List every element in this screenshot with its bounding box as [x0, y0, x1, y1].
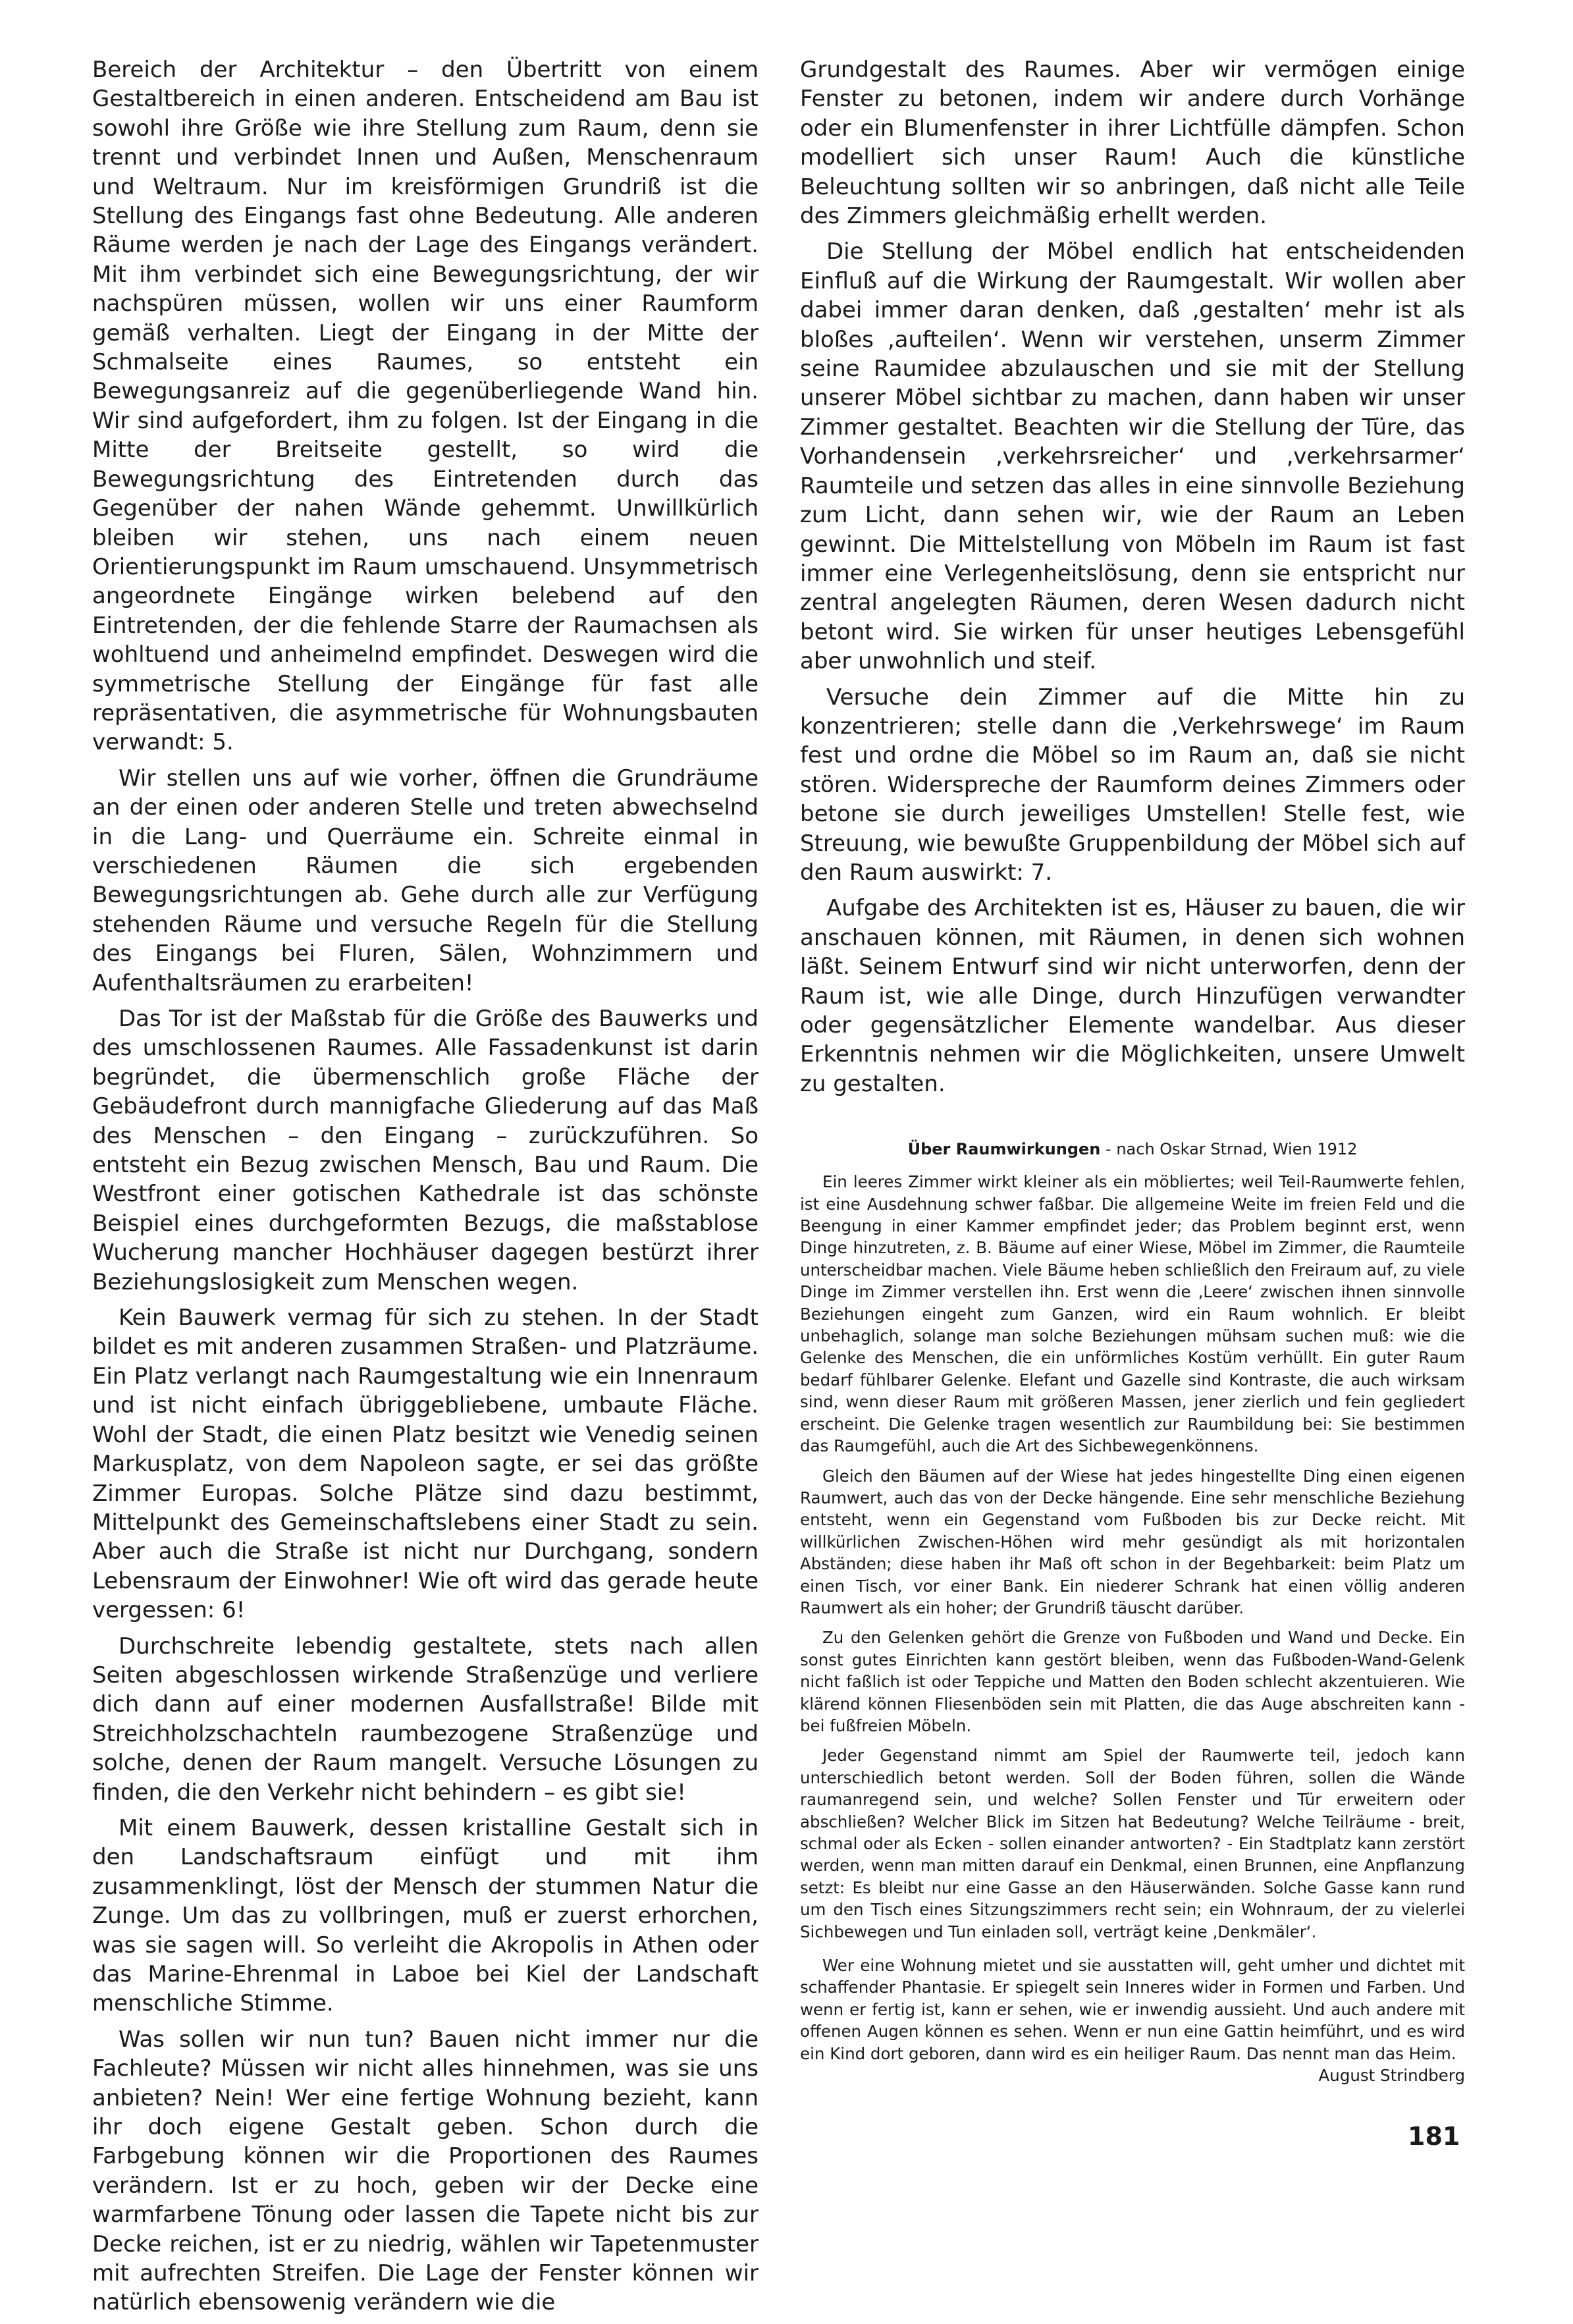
- quote-author: August Strindberg: [1318, 2066, 1465, 2086]
- paragraph: Die Stellung der Möbel endlich hat entscheidenden Einfluß auf die Wirkung der Raumgestalt. Wir wollen aber dabei immer daran denken, daß ‚gestalten‘ mehr ist als bloßes ‚aufteilen‘. Wenn wir verstehen, unserm Zimmer seine Raumidee abzulauschen und sie mit der Stellung unserer Möbel sichtbar zu machen, dann haben wir unser Zimmer gestaltet. Beachten wir die Stellung der Türe, das Vorhandensein ‚verkehrsreicher‘ und ‚verkehrsarmer‘ Raumteile und setzen das alles in eine sinnvolle Beziehung zum Licht, dann sehen wir, wie der Raum an Leben gewinnt. Die Mittelstellung von Möbeln im Raum ist fast immer eine Verlegenheitslösung, denn sie entspricht nur zentral angelegten Räumen, deren Wesen dadurch nicht betont wird. Sie wirken für unser heutiges Lebensgefühl aber unwohnlich und steif.: [800, 238, 1465, 675]
- sidebar-note-heading: [800, 1138, 1465, 1160]
- left-text-column: [92, 55, 759, 2324]
- quote-text: Wer eine Wohnung mietet und sie ausstatten will, geht umher und dichtet mit schaffender Phantasie. Er spiegelt sein Inneres wider in Formen und Farben. Und wenn er fertig ist, kann er sehen, wie er inwendig aussieht. Und auch andere mit offenen Augen können es sehen. Wenn er nun eine Gattin heimführt, und es wird ein Kind dort geboren, dann wird es ein heiliger Raum. Das nennt man das Heim.: [800, 1956, 1465, 2063]
- paragraph: Mit einem Bauwerk, dessen kristalline Gestalt sich in den Landschaftsraum einfügt und mit ihm zusammenklingt, löst der Mensch der stummen Natur die Zunge. Um das zu vollbringen, muß er zuerst erhorchen, was sie sagen will. So verleiht die Akropolis in Athen oder das Marine-Ehrenmal in Laboe bei Kiel der Landschaft menschliche Stimme.: [92, 1814, 759, 2017]
- note-paragraph: Gleich den Bäumen auf der Wiese hat jedes hingestellte Ding einen eigenen Raumwert, auch das von der Decke hängende. Eine sehr menschliche Beziehung entsteht, wenn ein Gegenstand vom Fußboden bis zur Decke reicht. Mit willkürlichen Zwischen-Höhen wird mehr gesündigt als mit horizontalen Abständen; diese haben ihr Maß oft schon in der Begehbarkeit: beim Platz um einen Tisch, vor einer Bank. Ein niederer Schrank hat einen völlig anderen Raumwert als ein hoher; der Grundriß täuscht darüber.: [800, 1466, 1465, 1617]
- paragraph: Durchschreite lebendig gestaltete, stets nach allen Seiten abgeschlossen wirkende Straßenzüge und verliere dich dann auf einer modernen Ausfallstraße! Bilde mit Streichholzschachteln raumbezogene Straßenzüge und solche, denen der Raum mangelt. Versuche Lösungen zu finden, die den Verkehr nicht behindern – es gibt sie!: [92, 1633, 759, 1806]
- paragraph: Das Tor ist der Maßstab für die Größe des Bauwerks und des umschlossenen Raumes. Alle Fassadenkunst ist darin begründet, die übermenschlich große Fläche der Gebäudefront durch mannigfache Gliederung auf das Maß des Menschen – den Eingang – zurückzuführen. So entsteht ein Bezug zwischen Mensch, Bau und Raum. Die Westfront einer gotischen Kathedrale ist das schönste Beispiel eines durchgeformten Bezugs, die maßstablose Wucherung mancher Hochhäuser dagegen bestürzt ihrer Beziehungslosigkeit zum Menschen wegen.: [92, 1006, 759, 1295]
- right-text-column: [800, 55, 1465, 2086]
- sidebar-notes: [800, 1171, 1465, 2086]
- paragraph: Was sollen wir nun tun? Bauen nicht immer nur die Fachleute? Müssen wir nicht alles hinnehmen, was sie uns anbieten? Nein! Wer eine fertige Wohnung bezieht, kann ihr doch eigene Gestalt geben. Schon durch die Farbgebung können wir die Proportionen des Raumes verändern. Ist er zu hoch, geben wir der Decke eine warmfarbene Tönung oder lassen die Tapete nicht bis zur Decke reichen, ist er zu niedrig, wählen wir Tapetenmuster mit aufrechten Streifen. Die Lage der Fenster können wir natürlich ebensowenig verändern wie die: [92, 2026, 759, 2316]
- note-paragraph: Ein leeres Zimmer wirkt kleiner als ein möbliertes; weil Teil-Raumwerte fehlen, ist eine Ausdehnung schwer faßbar. Die allgemeine Weite im freien Feld und die Beengung in einer Kammer empfindet jeder; das Problem beginnt erst, wenn Dinge hinzutreten, z. B. Bäume auf einer Wiese, Möbel im Zimmer, die Raumteile unterscheidbar machen. Viele Bäume heben schließlich den Freiraum auf, zu viele Dinge im Zimmer verstellen ihn. Erst wenn die ‚Leere‘ zwischen ihnen sinnvolle Beziehungen eingeht zum Ganzen, wird ein Raum wohnlich. Er bleibt unbehaglich, solange man solche Beziehungen mühsam suchen muß: wie die Gelenke des Menschen, die ein unförmliches Kostüm verhüllt. Ein guter Raum bedarf fühlbarer Gelenke. Elefant und Gazelle sind Kontraste, die auch wirksam sind, wenn dieser Raum mit größeren Massen, jener zierlich und fein gegliedert erscheint. Die Gelenke tragen wesentlich zur Raumbildung bei: Sie bestimmen das Raumgefühl, auch die Art des Sichbewegenkönnens.: [800, 1172, 1465, 1456]
- quote-paragraph: [800, 1955, 1465, 2086]
- paragraph: Grundgestalt des Raumes. Aber wir vermögen einige Fenster zu betonen, indem wir andere durch Vorhänge oder ein Blumenfenster in ihrer Lichtfülle dämpfen. Schon modelliert sich unser Raum! Auch die künstliche Beleuchtung sollten wir so anbringen, daß nicht alle Teile des Zimmers gleichmäßig erhellt werden.: [800, 57, 1465, 230]
- note-title: Über Raumwirkungen: [907, 1140, 1101, 1159]
- paragraph: Kein Bauwerk vermag für sich zu stehen. In der Stadt bildet es mit anderen zusammen Straßen- und Platzräume. Ein Platz verlangt nach Raumgestaltung wie ein Innenraum und ist nicht einfach übriggebliebene, umbaute Fläche. Wohl der Stadt, die einen Platz besitzt wie Venedig seinen Markusplatz, von dem Napoleon sagte, er sei das größte Zimmer Europas. Solche Plätze sind dazu bestimmt, Mittelpunkt des Gemeinschaftslebens einer Stadt zu sein. Aber auch die Straße ist nicht nur Durchgang, sondern Lebensraum der Einwohner! Wie oft wird das gerade heute vergessen: 6!: [92, 1305, 759, 1624]
- note-paragraph: Jeder Gegenstand nimmt am Spiel der Raumwerte teil, jedoch kann unterschiedlich betont werden. Soll der Boden führen, sollen die Wände raumanregend sein, und welche? Sollen Fenster und Tür erweitern oder abschließen? Welcher Blick im Sitzen hat Bedeutung? Welche Teilräume - breit, schmal oder als Ecken - sollen einander antworten? - Ein Stadtplatz kann zerstört werden, wenn man mitten darauf ein Denkmal, einen Brunnen, eine Anpflanzung setzt: Es bleibt nur eine Gasse an den Häuserwänden. Solche Gasse kann rund um den Tisch eines Sitzungszimmers recht sein; ein Wohnraum, der zu vielerlei Sichbewegen und Tun einladen soll, verträgt keine ‚Denkmäler‘.: [800, 1746, 1465, 1941]
- paragraph: Bereich der Architektur – den Übertritt von einem Gestaltbereich in einen anderen. Entscheidend am Bau ist sowohl ihre Größe wie ihre Stellung zum Raum, denn sie trennt und verbindet Innen und Außen, Menschenraum und Weltraum. Nur im kreisförmigen Grundriß ist die Stellung des Eingangs fast ohne Bedeutung. Alle anderen Räume werden je nach der Lage des Eingangs verändert. Mit ihm verbindet sich eine Bewegungsrichtung, der wir nachspüren müssen, wollen wir uns einer Raumform gemäß verhalten. Liegt der Eingang in der Mitte der Schmalseite eines Raumes, so entsteht ein Bewegungsanreiz auf die gegenüberliegende Wand hin. Wir sind aufgefordert, ihm zu folgen. Ist der Eingang in die Mitte der Breitseite gestellt, so wird die Bewegungsrichtung des Eintretenden durch das Gegenüber der nahen Wände gehemmt. Unwillkürlich bleiben wir stehen, uns nach einem neuen Orientierungspunkt im Raum umschauend. Unsymmetrisch angeordnete Eingänge wirken belebend auf den Eintretenden, der die fehlende Starre der Raumachsen als wohltuend und anheimelnd empfindet. Deswegen wird die symmetrische Stellung der Eingänge für fast alle repräsentativen, die asymmetrische für Wohnungsbauten verwandt: 5.: [92, 57, 759, 756]
- paragraph: Aufgabe des Architekten ist es, Häuser zu bauen, die wir anschauen können, mit Räumen, in denen sich wohnen läßt. Seinem Entwurf sind wir nicht unterworfen, denn der Raum ist, wie alle Dinge, durch Hinzufügen verwandter oder gegensätzlicher Elemente wandelbar. Aus dieser Erkenntnis nehmen wir die Möglichkeiten, unsere Umwelt zu gestalten.: [800, 895, 1465, 1097]
- paragraph: Wir stellen uns auf wie vorher, öffnen die Grundräume an der einen oder anderen Stelle und treten abwechselnd in die Lang- und Querräume ein. Schreite einmal in verschiedenen Räumen die sich ergebenden Bewegungsrichtungen ab. Gehe durch alle zur Verfügung stehenden Räume und versuche Regeln für die Stellung des Eingangs bei Fluren, Sälen, Wohnzimmern und Aufenthaltsräumen zu erarbeiten!: [92, 765, 759, 996]
- main-text: [800, 55, 1465, 1098]
- note-subtitle: - nach Oskar Strnad, Wien 1912: [1100, 1140, 1358, 1159]
- page-number: 181: [1408, 2122, 1460, 2151]
- note-paragraph: Zu den Gelenken gehört die Grenze von Fußboden und Wand und Decke. Ein sonst gutes Einrichten kann gestört bleiben, wenn das Fußboden-Wand-Gelenk nicht faßlich ist oder Teppiche und Matten den Boden schlecht akzentuieren. Wie klärend können Fliesenböden sein mit Platten, die das Auge abschreiten kann - bei fußfreien Möbeln.: [800, 1628, 1465, 1735]
- paragraph: Versuche dein Zimmer auf die Mitte hin zu konzentrieren; stelle dann die ‚Verkehrswege‘ im Raum fest und ordne die Möbel so im Raum an, daß sie nicht stören. Widerspreche der Raumform deines Zimmers oder betone sie durch jeweiliges Umstellen! Stelle fest, wie Streuung, wie bewußte Gruppenbildung der Möbel sich auf den Raum auswirkt: 7.: [800, 684, 1465, 886]
